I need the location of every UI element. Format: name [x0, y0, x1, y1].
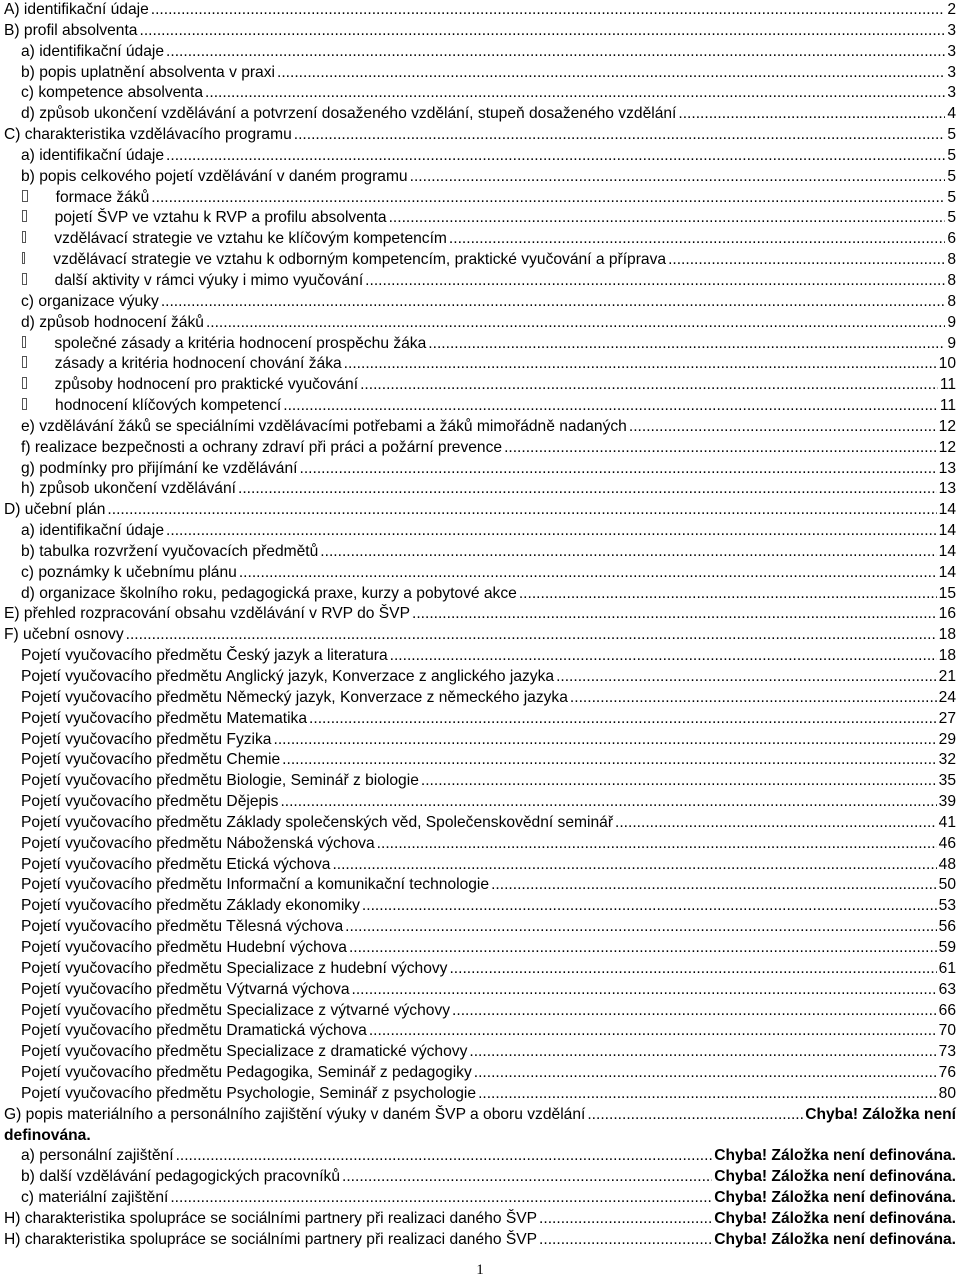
toc-entry[interactable]	[0, 1063, 960, 1084]
toc-entry[interactable]	[0, 1001, 960, 1022]
dot-leader	[166, 146, 945, 167]
toc-entry-title: h) způsob ukončení vzdělávání	[21, 480, 236, 498]
dot-leader	[277, 63, 945, 84]
toc-entry-page: 59	[938, 938, 956, 956]
toc-entry-page: 11	[939, 397, 956, 415]
toc-entry-page: 46	[938, 834, 956, 852]
toc-entry[interactable]	[0, 375, 960, 396]
toc-entry-page: Chyba! Záložka není definována.	[714, 1147, 956, 1165]
toc-entry-title: další aktivity v rámci výuky i mimo vyučování	[54, 271, 364, 289]
dot-leader	[283, 396, 938, 417]
dot-leader	[587, 1105, 803, 1126]
toc-entry-page: 14	[938, 542, 956, 560]
dot-leader	[282, 750, 936, 771]
dot-leader	[369, 1021, 937, 1042]
toc-entry[interactable]	[0, 980, 960, 1001]
toc-entry-page: 4	[947, 105, 956, 123]
bullet-square-icon	[22, 398, 27, 410]
toc-entry-page: 80	[938, 1084, 956, 1102]
toc-entry[interactable]	[0, 1021, 960, 1042]
dot-leader	[332, 855, 936, 876]
toc-entry-title: F) učební osnovy	[4, 626, 124, 644]
dot-leader	[421, 771, 937, 792]
toc-entry-page: 14	[938, 501, 956, 519]
toc-entry[interactable]	[0, 1084, 960, 1105]
toc-entry-page: 8	[947, 292, 956, 310]
toc-entry[interactable]	[0, 396, 960, 417]
toc-entry-page: 8	[947, 251, 956, 269]
dot-leader	[238, 479, 937, 500]
toc-entry-page: Chyba! Záložka není definována.	[714, 1168, 956, 1186]
toc-entry-title: g) podmínky pro přijímání ke vzdělávání	[21, 459, 298, 477]
toc-entry-title: a) identifikační údaje	[21, 42, 165, 60]
toc-entry[interactable]	[0, 271, 960, 292]
dot-leader	[615, 813, 937, 834]
toc-entry-title: Pojetí vyučovacího předmětu Pedagogika, Seminář z pedagogiky	[21, 1064, 472, 1082]
toc-entry[interactable]	[0, 750, 960, 771]
toc-entry[interactable]	[0, 1042, 960, 1063]
toc-entry[interactable]	[0, 1105, 960, 1126]
toc-entry[interactable]	[0, 792, 960, 813]
toc-entry-page: 6	[947, 230, 956, 248]
toc-entry-title: b) popis celkového pojetí vzdělávání v daném programu	[21, 167, 408, 185]
toc-entry-page: 3	[947, 42, 956, 60]
toc-entry-title: Pojetí vyučovacího předmětu Etická výchova	[21, 855, 331, 873]
toc-entry[interactable]	[0, 813, 960, 834]
toc-entry-title: c) kompetence absolventa	[21, 84, 204, 102]
toc-entry-title: d) organizace školního roku, pedagogická praxe, kurzy a pobytové akce	[21, 584, 517, 602]
dot-leader	[449, 959, 936, 980]
dot-leader	[151, 0, 946, 21]
dot-leader	[428, 334, 945, 355]
toc-entry-page: 18	[938, 647, 956, 665]
toc-entry[interactable]	[0, 125, 960, 146]
toc-entry-title: b) další vzdělávání pedagogických pracovníků	[21, 1168, 340, 1186]
dot-leader	[362, 896, 937, 917]
toc-entry-title: D) učební plán	[4, 501, 106, 519]
toc-entry-page: 14	[938, 522, 956, 540]
toc-entry-title: pojetí ŠVP ve vztahu k RVP a profilu absolventa	[54, 209, 387, 227]
toc-entry-page: 76	[938, 1064, 956, 1082]
dot-leader	[389, 208, 946, 229]
toc-entry-page: 24	[938, 688, 956, 706]
toc-entry-title: Pojetí vyučovacího předmětu Německý jazyk, Konverzace z německého jazyka	[21, 688, 568, 706]
toc-entry[interactable]	[0, 229, 960, 250]
toc-entry[interactable]	[0, 771, 960, 792]
toc-entry[interactable]	[0, 604, 960, 625]
toc-entry[interactable]	[0, 1209, 960, 1230]
toc-entry-title: d) způsob ukončení vzdělávání a potvrzení dosaženého vzdělání, stupeň dosaženého vzdělání	[21, 105, 677, 123]
toc-entry[interactable]	[0, 855, 960, 876]
dot-leader	[629, 417, 937, 438]
toc-entry-page: Chyba! Záložka není definována.	[714, 1230, 956, 1248]
toc-entry-title: Pojetí vyučovacího předmětu Hudební výchova	[21, 938, 347, 956]
toc-entry[interactable]	[0, 896, 960, 917]
dot-leader	[469, 1042, 936, 1063]
toc-entry[interactable]	[0, 0, 960, 21]
toc-entry[interactable]	[0, 104, 960, 125]
toc-entry-title: formace žáků	[55, 188, 150, 206]
toc-entry-title: Pojetí vyučovacího předmětu Český jazyk a literatura	[21, 647, 388, 665]
toc-entry-title: b) popis uplatnění absolventa v praxi	[21, 63, 275, 81]
toc-entry-page: 56	[938, 918, 956, 936]
toc-entry-page: 5	[947, 126, 956, 144]
dot-leader	[360, 375, 938, 396]
toc-entry[interactable]	[0, 584, 960, 605]
toc-entry-title: Pojetí vyučovacího předmětu Biologie, Seminář z biologie	[21, 772, 419, 790]
toc-entry-title: G) popis materiálního a personálního zajištění výuky v daném ŠVP a oboru vzdělání	[4, 1105, 586, 1123]
dot-leader	[556, 667, 937, 688]
toc-entry[interactable]	[0, 354, 960, 375]
dot-leader	[539, 1230, 712, 1251]
toc-entry-page: Chyba! Záložka není definována.	[714, 1189, 956, 1207]
toc-entry[interactable]	[0, 459, 960, 480]
toc-entry-page: 5	[947, 209, 956, 227]
toc-entry[interactable]	[0, 1146, 960, 1167]
toc-entry-title: Pojetí vyučovacího předmětu Matematika	[21, 709, 308, 727]
toc-entry[interactable]	[0, 917, 960, 938]
toc-entry-title: Pojetí vyučovacího předmětu Základy společenských věd, Společenskovědní seminář	[21, 813, 614, 831]
toc-entry-title: b) tabulka rozvržení vyučovacích předmětů	[21, 542, 319, 560]
toc-entry[interactable]	[0, 42, 960, 63]
toc-entry-page: 9	[947, 313, 956, 331]
dot-leader	[474, 1063, 937, 1084]
toc-entry-title: Pojetí vyučovacího předmětu Informační a komunikační technologie	[21, 876, 490, 894]
bullet-square-icon	[22, 273, 27, 285]
toc-entry[interactable]	[0, 646, 960, 667]
toc-entry[interactable]	[0, 417, 960, 438]
toc-entry-title: Pojetí vyučovacího předmětu Dramatická výchova	[21, 1022, 367, 1040]
dot-leader	[352, 980, 937, 1001]
dot-leader	[166, 521, 937, 542]
toc-entry-title: H) charakteristika spolupráce se sociálními partnery při realizaci daného ŠVP	[4, 1230, 538, 1248]
bullet-square-icon	[22, 190, 28, 202]
dot-leader	[504, 438, 937, 459]
dot-leader	[300, 459, 937, 480]
toc-entry-title: zásady a kritéria hodnocení chování žáka	[54, 355, 342, 373]
toc-entry[interactable]	[0, 667, 960, 688]
toc-entry-page: 12	[938, 417, 956, 435]
toc-entry[interactable]	[0, 146, 960, 167]
dot-leader	[678, 104, 945, 125]
dot-leader	[519, 584, 937, 605]
toc-entry-page: 5	[947, 167, 956, 185]
dot-leader	[176, 1146, 713, 1167]
toc-entry-page: 9	[947, 334, 956, 352]
toc-entry[interactable]	[0, 438, 960, 459]
toc-entry[interactable]	[0, 875, 960, 896]
dot-leader	[344, 354, 937, 375]
bullet-square-icon	[22, 231, 26, 243]
toc-entry[interactable]	[0, 834, 960, 855]
toc-entry-page: 39	[938, 793, 956, 811]
toc-entry-title: Pojetí vyučovacího předmětu Dějepis	[21, 793, 279, 811]
toc-entry[interactable]	[0, 292, 960, 313]
toc-entry-page: 70	[938, 1022, 956, 1040]
toc-entry-page: 18	[938, 626, 956, 644]
toc-entry[interactable]	[0, 1188, 960, 1209]
toc-entry[interactable]	[0, 500, 960, 521]
dot-leader	[170, 1188, 712, 1209]
toc-entry-page: 3	[947, 84, 956, 102]
toc-entry-page: 14	[938, 563, 956, 581]
toc-entry-page: 66	[938, 1001, 956, 1019]
toc-entry-page: 13	[938, 459, 956, 477]
bullet-square-icon	[22, 210, 27, 222]
toc-entry[interactable]	[0, 959, 960, 980]
toc-entry[interactable]	[0, 21, 960, 42]
toc-entry-title: Pojetí vyučovacího předmětu Výtvarná výchova	[21, 980, 350, 998]
dot-leader	[126, 625, 937, 646]
dot-leader	[491, 875, 937, 896]
toc-entry-title: f) realizace bezpečnosti a ochrany zdraví při práci a požární prevence	[21, 438, 503, 456]
toc-entry-title: a) identifikační údaje	[21, 522, 165, 540]
dot-leader	[205, 83, 945, 104]
toc-entry-page: 3	[947, 63, 956, 81]
toc-entry-title: Pojetí vyučovacího předmětu Anglický jazyk, Konverzace z anglického jazyka	[21, 668, 555, 685]
toc-entry-page: 21	[938, 668, 956, 685]
toc-entry-page: 41	[938, 813, 956, 831]
toc-entry-page: 5	[947, 188, 956, 206]
dot-leader	[412, 604, 937, 625]
dot-leader	[280, 792, 936, 813]
dot-leader	[139, 21, 945, 42]
toc-entry-title: B) profil absolventa	[4, 21, 138, 39]
toc-entry[interactable]	[0, 313, 960, 334]
bullet-square-icon	[22, 377, 27, 389]
dot-leader	[151, 188, 945, 209]
toc-entry-title: c) materiální zajištění	[21, 1189, 169, 1207]
toc-entry-page: 61	[938, 959, 956, 977]
toc-entry-title: E) přehled rozpracování obsahu vzdělávání v RVP do ŠVP	[4, 605, 410, 623]
dot-leader	[166, 42, 945, 63]
toc-entry[interactable]	[0, 730, 960, 751]
toc-entry-page: 13	[938, 480, 956, 498]
toc-entry[interactable]	[0, 63, 960, 84]
toc-entry[interactable]	[0, 521, 960, 542]
toc-entry-page: 63	[938, 980, 956, 998]
toc-entry[interactable]	[0, 83, 960, 104]
toc-entry-page: 5	[947, 146, 956, 164]
dot-leader	[377, 834, 937, 855]
toc-entry-title: Pojetí vyučovacího předmětu Specializace z hudební výchovy	[21, 959, 448, 977]
toc-entry-title: A) identifikační údaje	[4, 1, 149, 18]
dot-leader	[107, 500, 936, 521]
toc-entry[interactable]	[0, 479, 960, 500]
dot-leader	[294, 125, 946, 146]
toc-entry-page-continuation: definována.	[4, 1126, 91, 1144]
toc-entry-title: Pojetí vyučovacího předmětu Psychologie, Seminář z psychologie	[21, 1084, 477, 1102]
page-number: 1	[476, 1262, 484, 1278]
toc-entry-title: d) způsob hodnocení žáků	[21, 313, 204, 331]
toc-entry-page: 3	[947, 21, 956, 39]
toc-entry-page: 50	[938, 876, 956, 894]
toc-entry[interactable]	[0, 1167, 960, 1188]
dot-leader	[390, 646, 937, 667]
toc-entry-title: a) personální zajištění	[21, 1147, 174, 1165]
toc-entry-page: Chyba! Záložka není definována.	[714, 1209, 956, 1227]
toc-entry[interactable]	[0, 250, 960, 271]
toc-entry-page: 73	[938, 1043, 956, 1061]
toc-entry-title: c) organizace výuky	[21, 292, 159, 310]
toc-entry[interactable]	[0, 208, 960, 229]
toc-entry[interactable]	[0, 542, 960, 563]
dot-leader	[342, 1167, 712, 1188]
toc-entry-page: 35	[938, 772, 956, 790]
toc-entry-title: Pojetí vyučovacího předmětu Tělesná výchova	[21, 918, 344, 936]
dot-leader	[320, 542, 936, 563]
toc-entry-title: vzdělávací strategie ve vztahu k odborným kompetencím, praktické vyučování a příprava	[53, 251, 667, 269]
bullet-square-icon	[22, 336, 26, 348]
toc-entry-title: Pojetí vyučovacího předmětu Náboženská výchova	[21, 834, 375, 852]
toc-entry-page: 48	[938, 855, 956, 873]
toc-entry-title: C) charakteristika vzdělávacího programu	[4, 126, 292, 144]
toc-entry-page: 16	[938, 605, 956, 623]
toc-entry[interactable]	[0, 563, 960, 584]
toc-entry-title: vzdělávací strategie ve vztahu ke klíčovým kompetencím	[54, 230, 447, 248]
toc-entry-title: společné zásady a kritéria hodnocení prospěchu žáka	[54, 334, 427, 352]
dot-leader	[309, 709, 937, 730]
toc-entry[interactable]	[0, 1230, 960, 1251]
dot-leader	[449, 229, 945, 250]
toc-entry-page: 15	[938, 584, 956, 602]
toc-entry-page: 10	[938, 355, 956, 373]
bullet-square-icon	[22, 252, 25, 264]
toc-entry-title: Pojetí vyučovacího předmětu Chemie	[21, 751, 281, 769]
toc-entry-page: 11	[939, 376, 956, 394]
toc-entry-title: H) charakteristika spolupráce se sociálními partnery při realizaci daného ŠVP	[4, 1209, 538, 1227]
toc-entry-title: c) poznámky k učebnímu plánu	[21, 563, 237, 581]
toc-entry-page: 27	[938, 709, 956, 727]
dot-leader	[273, 730, 936, 751]
toc-entry-page: 12	[938, 438, 956, 456]
dot-leader	[345, 917, 936, 938]
dot-leader	[668, 250, 945, 271]
toc-entry-page: 53	[938, 897, 956, 915]
toc-entry-page: 29	[938, 730, 956, 748]
toc-entry-title: Pojetí vyučovacího předmětu Specializace z dramatické výchovy	[21, 1043, 468, 1061]
dot-leader	[452, 1001, 937, 1022]
toc-entry-title: a) identifikační údaje	[21, 146, 165, 164]
bullet-square-icon	[22, 356, 27, 368]
dot-leader	[239, 563, 937, 584]
dot-leader	[206, 313, 945, 334]
toc-entry-title: hodnocení klíčových kompetencí	[55, 397, 282, 415]
toc-entry-title: e) vzdělávání žáků se speciálními vzdělávacími potřebami a žáků mimořádně nadaných	[21, 417, 627, 435]
toc-entry-title: Pojetí vyučovacího předmětu Specializace z výtvarné výchovy	[21, 1001, 451, 1019]
dot-leader	[365, 271, 945, 292]
toc-entry[interactable]	[0, 334, 960, 355]
toc-entry[interactable]	[0, 188, 960, 209]
toc-entry[interactable]	[0, 167, 960, 188]
toc-entry[interactable]	[0, 709, 960, 730]
toc-entry[interactable]	[0, 625, 960, 646]
toc-entry-title: Pojetí vyučovacího předmětu Základy ekonomiky	[21, 897, 360, 915]
toc-entry-page: 2	[947, 1, 956, 18]
dot-leader	[410, 167, 946, 188]
dot-leader	[478, 1084, 937, 1105]
toc-entry-page: 32	[938, 751, 956, 769]
dot-leader	[161, 292, 946, 313]
toc-entry-title: způsoby hodnocení pro praktické vyučování	[54, 376, 359, 394]
dot-leader	[539, 1209, 712, 1230]
toc-entry-title: Pojetí vyučovacího předmětu Fyzika	[21, 730, 272, 748]
toc-entry-page: Chyba! Záložka není	[805, 1105, 956, 1123]
toc-entry-page: 8	[947, 271, 956, 289]
toc-entry[interactable]	[0, 688, 960, 709]
toc-entry[interactable]	[0, 938, 960, 959]
dot-leader	[570, 688, 937, 709]
dot-leader	[349, 938, 937, 959]
